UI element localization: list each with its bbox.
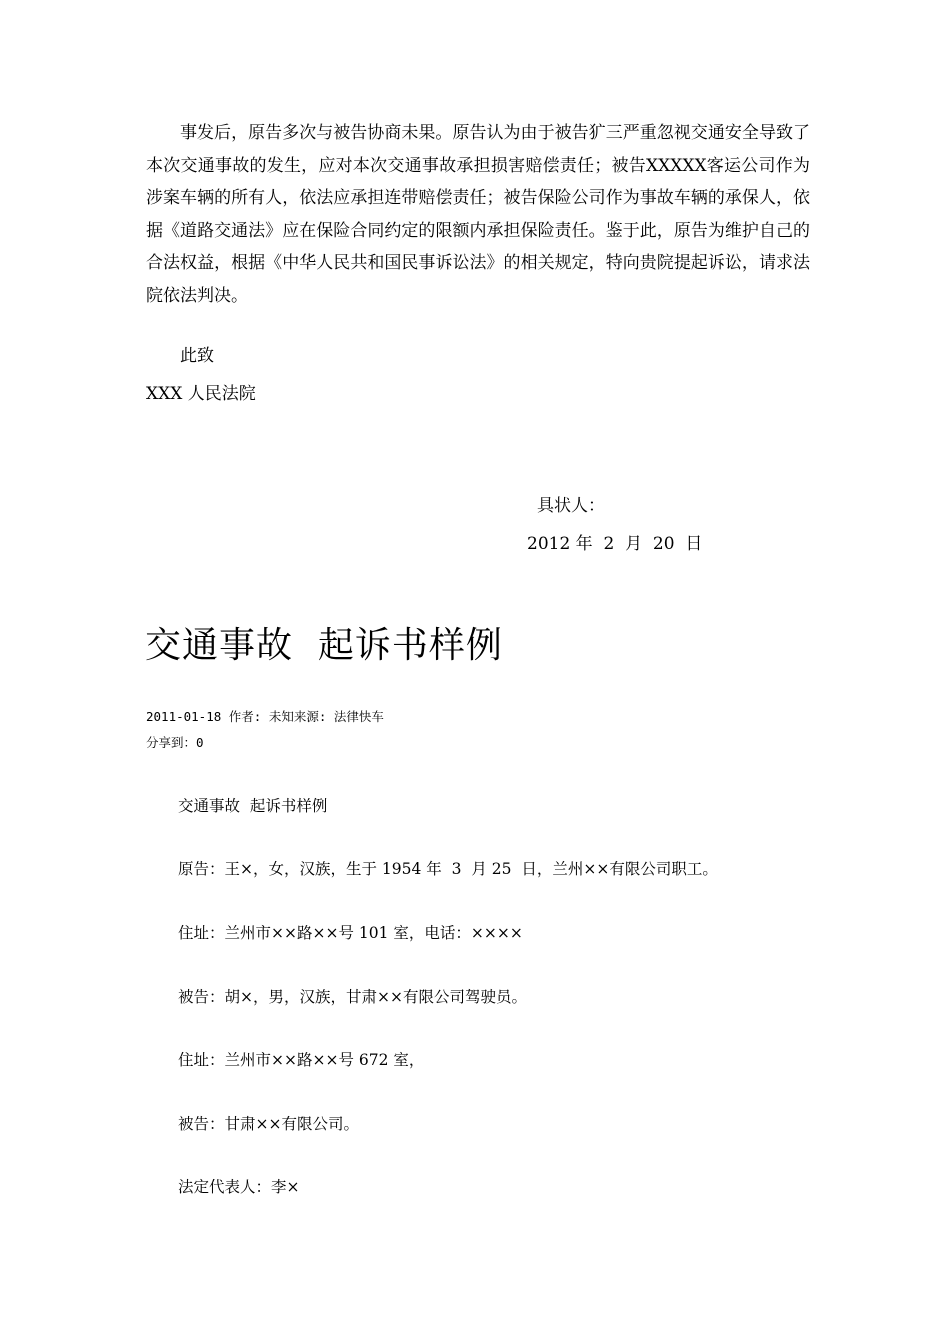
article-title: 交通事故 起诉书样例 — [145, 625, 503, 666]
complaint-paragraph: 事发后，原告多次与被告协商未果。原告认为由于被告犷三严重忽视交通安全导致了本次交通事故的发生，应对本次交通事故承担损害赔偿责任；被告XXXXX客运公司作为涉案车辆的所有人，依法应承担连带赔偿责任；被告保险公司作为事故车辆的承保人，依据《道路交通法》应在保险合同约定的限额内承担保险责任。鉴于此，原告为维护自己的合法权益，根据《中华人民共和国民事诉讼法》的相关规定，特向贵院提起诉讼，请求法院依法判决。 — [146, 123, 810, 306]
body-line: 住址：兰州市××路××号 672 室， — [178, 1051, 425, 1069]
share-count: 分享到：0 — [146, 735, 204, 750]
article-meta: 2011-01-18 作者: 未知来源: 法律快车 — [146, 709, 384, 724]
body-line: 住址：兰州市××路××号 101 室，电话：×××× — [178, 924, 523, 942]
court-name: XXX 人民法院 — [146, 384, 256, 404]
body-line: 被告：胡×，男，汉族，甘肃××有限公司驾驶员。 — [178, 988, 527, 1006]
body-line: 被告：甘肃××有限公司。 — [178, 1115, 359, 1133]
body-line: 法定代表人：李× — [178, 1178, 300, 1196]
signer-label: 具状人： — [537, 496, 605, 516]
signature-date: 2012 年 2 月 20 日 — [527, 534, 703, 554]
salutation: 此致 — [180, 346, 214, 366]
body-line: 交通事故 起诉书样例 — [178, 797, 328, 815]
body-line: 原告：王×，女，汉族，生于 1954 年 3 月 25 日，兰州××有限公司职工。 — [178, 860, 718, 878]
